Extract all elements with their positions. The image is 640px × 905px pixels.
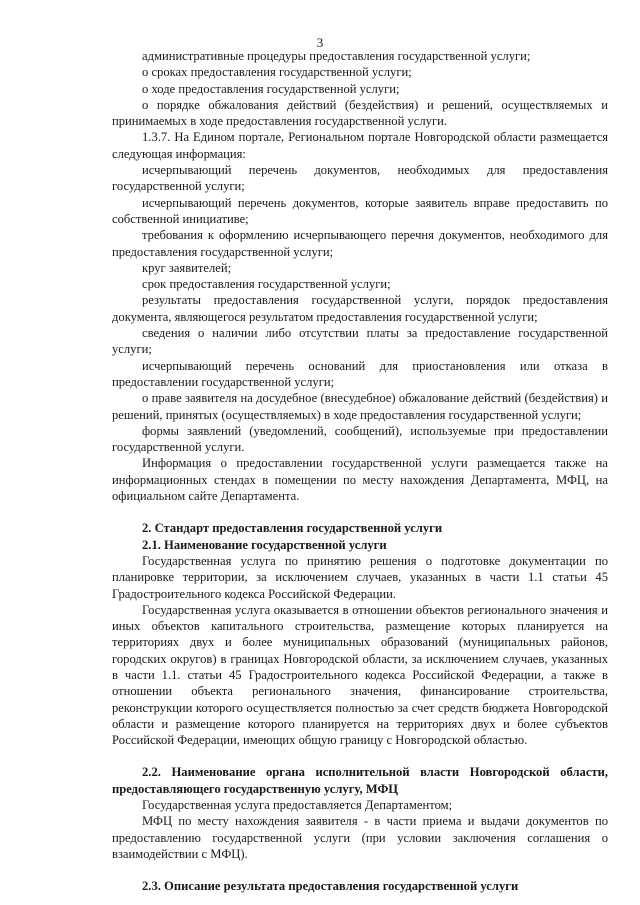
- paragraph: административные процедуры предоставления государственной услуги;: [142, 49, 531, 63]
- paragraph: о порядке обжалования действий (бездействия) и решений, осуществляемых и принимаемых в ходе предоставления государственной услуги.: [112, 97, 608, 129]
- paragraph: Государственная услуга оказывается в отношении объектов регионального значения и иных объектов капитального строительства, размещение которых планируется на территориях двух и более муниципальных образований (муниципальных районов, городских округов) в границах Новгородской области, за исключением случаев, указанных в части 1.1. статьи 45 Градостроительного кодекса Российской Федерации, а также в отношении объекта регионального значения, финансирование строительства, реконструкции которого осуществляется полностью за счет средств бюджета Новгородской области и размещение которого планируется на территориях двух и более субъектов Российской Федерации, имеющих общую границу с Новгородской областью.: [112, 602, 608, 748]
- paragraph: исчерпывающий перечень оснований для приостановления или отказа в предоставлении государственной услуги;: [112, 358, 608, 389]
- paragraph: Государственная услуга предоставляется Департаментом;: [142, 798, 453, 813]
- paragraph: требования к оформлению исчерпывающего перечня документов, необходимого для предоставления государственной услуги;: [112, 228, 608, 259]
- paragraph: результаты предоставления государственной услуги, порядок предоставления документа, являющегося результатом предоставления государственной услуги;: [112, 293, 608, 324]
- document-body: [112, 48, 608, 895]
- paragraph: о ходе предоставления государственной услуги;: [142, 81, 400, 96]
- section-heading: 2.2. Наименование органа исполнительной власти Новгородской области, предоставляющего государственную услугу, МФЦ: [112, 765, 608, 796]
- section-heading: 2.3. Описание результата предоставления государственной услуги: [142, 879, 519, 894]
- section-heading: 2. Стандарт предоставления государственной услуги: [142, 521, 443, 536]
- page-number: 3: [316, 35, 324, 50]
- paragraph: исчерпывающий перечень документов, которые заявитель вправе предоставить по собственной инициативе;: [112, 195, 608, 226]
- paragraph: сведения о наличии либо отсутствии платы за предоставление государственной услуги;: [112, 326, 608, 357]
- paragraph: круг заявителей;: [142, 260, 232, 275]
- paragraph: Государственная услуга по принятию решения о подготовке документации по планировке территории, за исключением случаев, указанных в части 1.1 статьи 45 Градостроительного кодекса Российской Федерации.: [112, 553, 608, 601]
- paragraph: Информация о предоставлении государственной услуги размещается также на информационных стендах в помещении по месту нахождения Департамента, МФЦ, на официальном сайте Департамента.: [112, 456, 608, 504]
- paragraph: срок предоставления государственной услуги;: [142, 277, 391, 292]
- paragraph: исчерпывающий перечень документов, необходимых для предоставления государственной услуги;: [112, 163, 608, 194]
- paragraph: о праве заявителя на досудебное (внесудебное) обжалование действий (бездействия) и решений, принятых (осуществляемых) в ходе предоставления государственной услуги;: [112, 391, 608, 422]
- paragraph: МФЦ по месту нахождения заявителя - в части приема и выдачи документов по предоставлению государственной услуги (при условии заключения соглашения о взаимодействии с МФЦ).: [112, 814, 608, 861]
- section-heading: 2.1. Наименование государственной услуги: [142, 537, 387, 552]
- paragraph: о сроках предоставления государственной услуги;: [142, 65, 412, 80]
- paragraph: 1.3.7. На Едином портале, Региональном портале Новгородской области размещается следующая информация:: [112, 130, 608, 161]
- paragraph: формы заявлений (уведомлений, сообщений), используемые при предоставлении государственной услуги.: [112, 423, 608, 455]
